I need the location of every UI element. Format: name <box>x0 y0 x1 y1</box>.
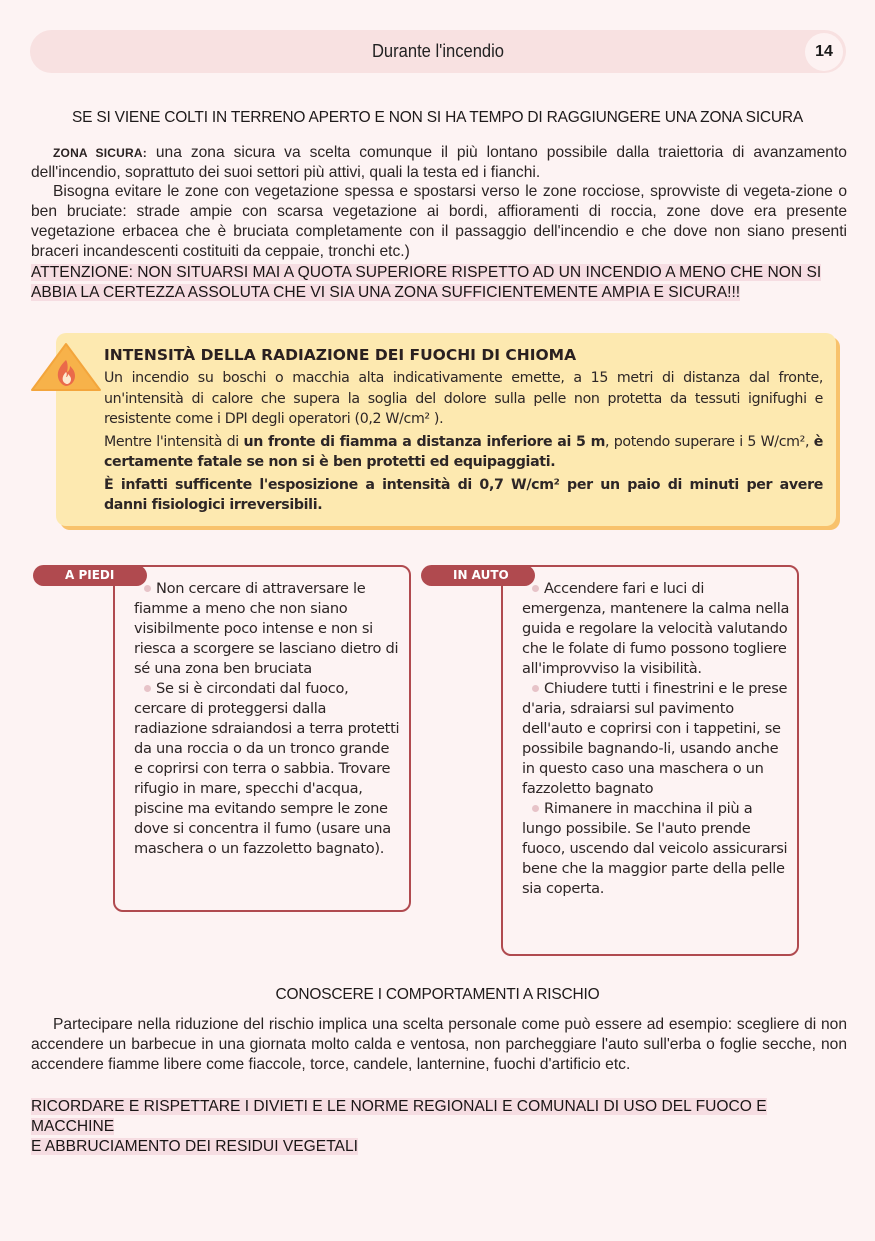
callout-title: INTENSITÀ DELLA RADIAZIONE DEI FUOCHI DI CHIOMA <box>104 346 577 364</box>
safe-zone-paragraph: ZONA SICURA: una zona sicura va scelta comunque il più lontano possibile dalla traiettoria di avanzamento dell'incendio, soprattuto dei suoi settori più attivi, quali la testa ed i fianchi. <box>31 144 847 181</box>
bullet-icon <box>532 685 539 692</box>
list-item: Non cercare di attraversare le fiamme a meno che non siano visibilmente poco intense e non si riesca a scorgere se lasciano dietro di sé una zona ben bruciata <box>134 580 399 677</box>
list-item: Accendere fari e luci di emergenza, mantenere la calma nella guida e regolare la velocità valutando che le folate di fumo possono togliere all'improvviso la visibilità. <box>522 580 790 677</box>
callout-body: Un incendio su boschi o macchia alta indicativamente emette, a 15 metri di distanza dal fronte, un'intensità di calore che supera la soglia del dolore sulla pelle non protetta da tessuti ignifughi e resistente come i DPI degli operatori (0,2 W/cm² ). Mentre l'intensità di un fronte di fiamma a distanza inferiore ai 5 m, potendo superare i 5 W/cm², è certamente fatale se non si è ben protetti ed equipaggiati. È infatti sufficente l'esposizione a intensità di 0,7 W/cm² per un paio di minuti per avere danni fisiologici irreversibili. <box>104 370 823 513</box>
on-foot-list <box>134 579 402 859</box>
section-heading-risk-behaviour: CONOSCERE I COMPORTAMENTI A RISCHIO <box>275 986 600 1003</box>
bullet-icon <box>532 805 539 812</box>
list-item: Chiudere tutti i finestrini e le prese d'aria, sdraiarsi sul pavimento dell'auto e coprirsi con i tappetini, se possibile bagnando-li, usando anche in questo caso una maschera o un fazzoletto bagnato <box>522 680 788 797</box>
list-item: Rimanere in macchina il più a lungo possibile. Se l'auto prende fuoco, uscendo dal veicolo assicurarsi bene che la maggior parte della pelle sia coperta. <box>522 800 788 897</box>
page-header <box>30 30 846 73</box>
avoid-vegetation-paragraph: Bisogna evitare le zone con vegetazione spessa e spostarsi verso le zone rocciose, sprovviste di vegeta-zione o ben bruciate: strade ampie con scarsa vegetazione ai bordi, affioramenti di roccia, zone dove era presente vegetazione erbacea che è bruciata completamente con il passaggio dell'incendio e che dove non siano presenti braceri incandescenti costituiti da ceppaie, tronchi etc.) <box>31 183 847 260</box>
on-foot-tag: A PIEDI <box>33 565 147 586</box>
bullet-icon <box>532 585 539 592</box>
fire-warning-icon <box>30 342 102 392</box>
bullet-icon <box>144 685 151 692</box>
bullet-icon <box>144 585 151 592</box>
list-item: Se si è circondati dal fuoco, cercare di proteggersi dalla radiazione sdraiandosi a terra protetti da una roccia o da un tronco grande e coprirsi con terra o sabbia. Trovare rifugio in mare, specchi d'acqua, piscine ma evitando sempre le zone dove si concentra il fumo (usare una maschera o un fazzoletto bagnato). <box>134 680 400 857</box>
in-car-tag: IN AUTO <box>421 565 535 586</box>
safe-zone-label: ZONA SICURA: <box>53 146 147 160</box>
page-title: Durante l'incendio <box>371 41 505 61</box>
warning-altitude: ATTENZIONE: NON SITUARSI MAI A QUOTA SUPERIORE RISPETTO AD UN INCENDIO A MENO CHE NON SI ABBIA LA CERTEZZA ASSOLUTA CHE VI SIA UNA ZONA SUFFICIENTEMENTE AMPIA E SICURA!!! <box>31 264 822 301</box>
risk-paragraph: Partecipare nella riduzione del rischio implica una scelta personale come può essere ad esempio: scegliere di non accendere un barbecue in una giornata molto calda e ventosa, non parcheggiare l'auto sull'erba o foglie secche, non accendere fiamme libere come fiaccole, torce, candele, lanternine, fuochi d'artificio etc. <box>31 1016 847 1073</box>
warning-regulations: RICORDARE E RISPETTARE I DIVIETI E LE NORME REGIONALI E COMUNALI DI USO DEL FUOCO E MACCHINE E ABBRUCIAMENTO DEI RESIDUI VEGETALI <box>31 1098 767 1155</box>
section-heading-open-terrain: SE SI VIENE COLTI IN TERRENO APERTO E NON SI HA TEMPO DI RAGGIUNGERE UNA ZONA SICURA <box>71 109 804 126</box>
in-car-list <box>522 579 790 899</box>
page-number: 14 <box>805 33 843 71</box>
